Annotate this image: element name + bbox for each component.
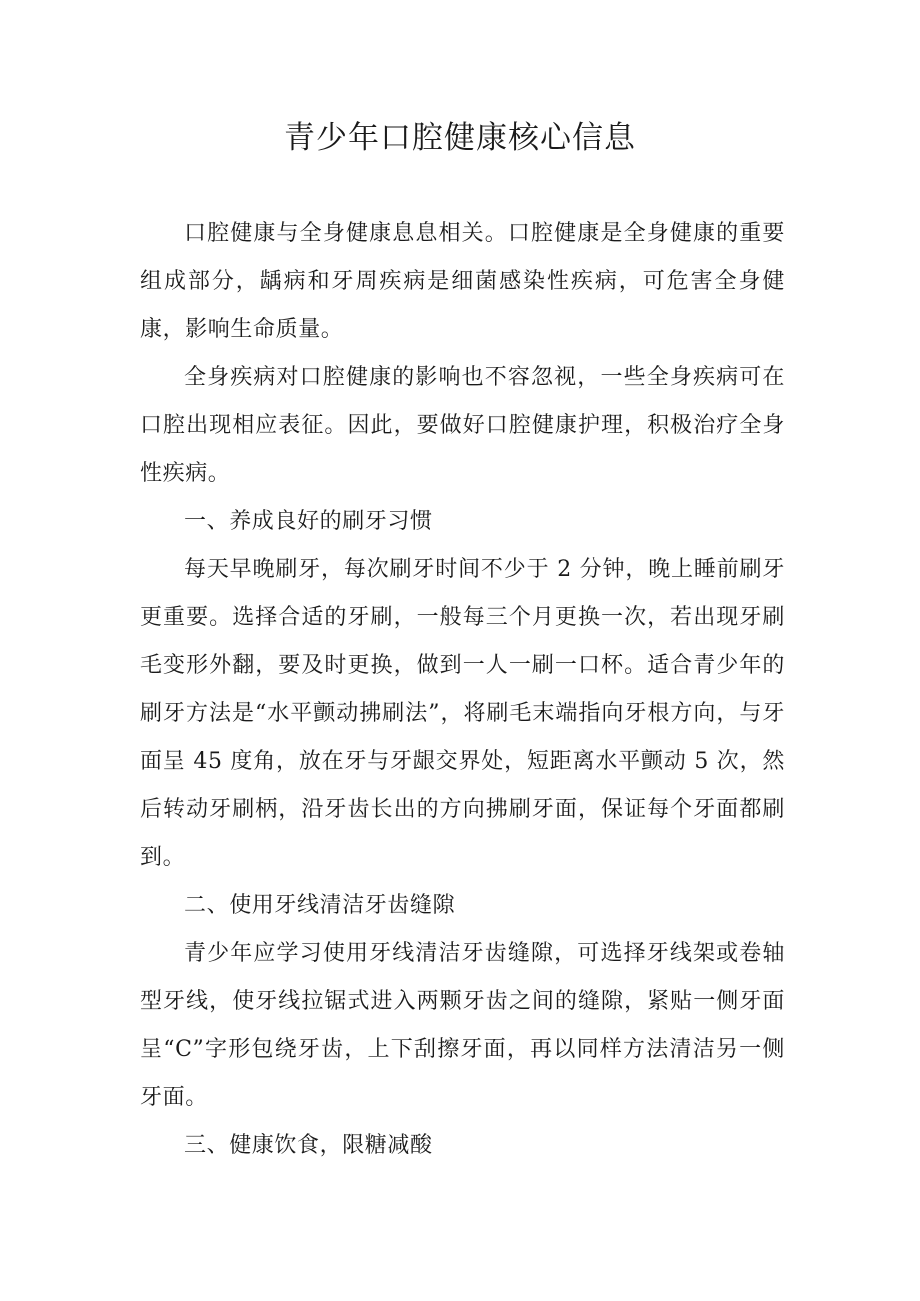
paragraph-intro-2: 全身疾病对口腔健康的影响也不容忽视，一些全身疾病可在口腔出现相应表征。因此，要做好口腔健康护理，积极治疗全身性疾病。	[140, 365, 785, 486]
section-text-2: 青少年应学习使用牙线清洁牙齿缝隙，可选择牙线架或卷轴型牙线，使牙线拉锯式进入两颗牙齿之间的缝隙，紧贴一侧牙面呈“C”字形包绕牙齿，上下刮擦牙面，再以同样方法清洁另一侧牙面。	[140, 941, 785, 1110]
page-title: 青少年口腔健康核心信息	[284, 120, 636, 156]
paragraph-intro-1: 口腔健康与全身健康息息相关。口腔健康是全身健康的重要组成部分，龋病和牙周疾病是细菌感染性疾病，可危害全身健康，影响生命质量。	[140, 221, 785, 342]
section-heading-3: 三、健康饮食，限糖减酸	[184, 1133, 433, 1158]
section-heading-2: 二、使用牙线清洁牙齿缝隙	[184, 893, 456, 918]
document-body	[140, 210, 785, 1170]
section-text-1: 每天早晚刷牙，每次刷牙时间不少于 2 分钟，晚上睡前刷牙更重要。选择合适的牙刷，一般每三个月更换一次，若出现牙刷毛变形外翻，要及时更换，做到一人一刷一口杯。适合青少年的刷牙方法是“水平颤动拂刷法”，将刷毛末端指向牙根方向，与牙面呈 45 度角，放在牙与牙龈交界处，短距离水平颤动 5 次，然后转动牙刷柄，沿牙齿长出的方向拂刷牙面，保证每个牙面都刷到。	[140, 557, 785, 870]
section-heading-1: 一、养成良好的刷牙习惯	[184, 509, 433, 534]
